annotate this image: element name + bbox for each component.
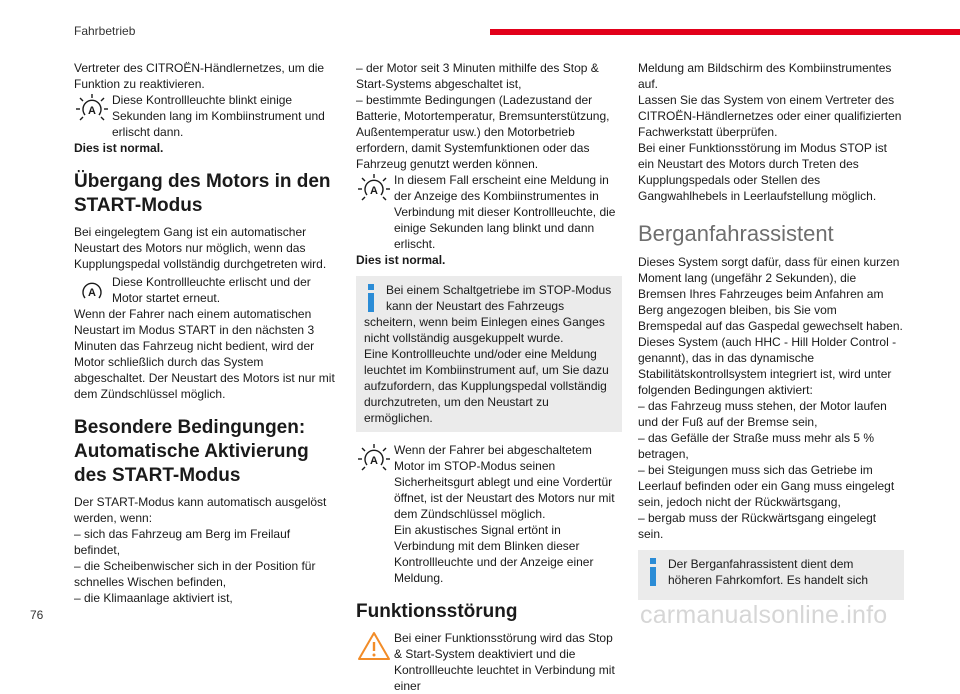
paragraph: Der START-Modus kann automatisch ausgelöst werden, wenn: — [74, 495, 327, 525]
svg-text:A: A — [370, 185, 378, 197]
column-1 — [74, 60, 338, 606]
stop-start-blinking-icon — [356, 442, 392, 474]
paragraph: Wenn der Fahrer nach einem automatischen Neustart im Modus START in den nächsten 3 Minuten das Fahrzeug nicht bedient, wird der Motor schließlich durch das System abgeschaltet. Der Neustart des Motors ist nur mit dem Zündschlüssel möglich. — [74, 307, 335, 401]
warning-light-row — [74, 274, 338, 306]
heading-special-conditions: Besondere Bedingungen: Automatische Aktivierung des START-Modus — [74, 417, 309, 486]
list-item: – sich das Fahrzeug am Berg im Freilauf befindet, — [74, 527, 291, 557]
list-item: – bergab muss der Rückwärtsgang eingelegt sein. — [638, 511, 877, 541]
info-icon — [364, 284, 378, 312]
note-normal: Dies ist normal. — [74, 141, 164, 155]
column-2 — [356, 60, 622, 694]
heading-malfunction: Funktionsstörung — [356, 601, 518, 622]
info-icon — [646, 558, 660, 586]
info-note — [638, 550, 904, 600]
stop-start-blinking-icon — [356, 172, 392, 204]
paragraph: Diese Kontrollleuchte erlischt und der Motor startet erneut. — [112, 275, 311, 305]
warning-light-row — [74, 92, 338, 140]
paragraph: Wenn der Fahrer bei abgeschaltetem Motor im STOP-Modus seinen Sicherheitsgurt ablegt und eine Vordertür öffnet, ist der Neustart des Motors nur mit dem Zündschlüssel möglich. Ein akustisches Signal ertönt in Verbindung mit dem Blinken dieser Kontrollleuchte und der Anzeige einer Meldung. — [394, 443, 615, 585]
info-note — [356, 276, 622, 432]
list-item: – das Gefälle der Straße muss mehr als 5 % betragen, — [638, 431, 875, 461]
paragraph: Diese Kontrollleuchte blinkt einige Sekunden lang im Kombiinstrument und erlischt dann. — [112, 93, 325, 139]
paragraph: Bei einer Funktionsstörung wird das Stop & Start-System deaktiviert und die Kontrollleuchte leuchtet in Verbindung mit einer — [394, 631, 615, 693]
paragraph: Meldung am Bildschirm des Kombiinstrumentes auf. Lassen Sie das System von einem Vertreter des CITROËN-Händlernetzes oder einer qualifizierten Fachwerkstatt überprüfen. Bei einer Funktionsstörung im Modus STOP ist ein Neustart des Motors durch Treten des Kupplungspedals oder Stellen des Gangwahlhebels in Leerlaufstellung möglich. — [638, 61, 902, 203]
note-text: Bei einem Schaltgetriebe im STOP-Modus kann der Neustart des Fahrzeugs scheitern, wenn beim Einlegen eines Ganges nicht vollständig ausgekuppelt wurde. Eine Kontrollleuchte und/oder eine Meldung leuchtet im Kombiinstrument auf, um Sie dazu aufzufordern, das Kupplungspedal vollständig durchzutreten, um den Neustart zu ermöglichen. — [364, 283, 612, 425]
paragraph: Vertreter des CITROËN-Händlernetzes, um die Funktion zu reaktivieren. — [74, 61, 325, 91]
page-number: 76 — [30, 608, 44, 622]
note-text: Der Berganfahrassistent dient dem höheren Fahrkomfort. Es handelt sich — [668, 557, 869, 587]
stop-start-icon — [74, 274, 110, 306]
column-3 — [638, 60, 904, 610]
list-item: – die Scheibenwischer sich in der Position für schnelles Wischen befinden, — [74, 559, 316, 589]
svg-text:A: A — [88, 287, 96, 299]
section-label: Fahrbetrieb — [74, 24, 136, 38]
paragraph: Dieses System sorgt dafür, dass für einen kurzen Moment lang (ungefähr 2 Sekunden), die Bremsen Ihres Fahrzeuges beim Anfahren am Berg angezogen bleiben, bis Sie vom Bremspedal auf das Gaspedal gewechselt haben. Dieses System (auch HHC - Hill Holder Control - genannt), das in das dynamische Stabilitätskontrollsystem integriert ist, wird unter folgenden Bedingungen aktiviert: — [638, 255, 903, 397]
list-item: – das Fahrzeug muss stehen, der Motor laufen und der Fuß auf der Bremse sein, — [638, 399, 887, 429]
warning-light-row — [356, 172, 622, 252]
list-item: – der Motor seit 3 Minuten mithilfe des Stop & Start-Systems abgeschaltet ist, — [356, 61, 599, 91]
heading-hill-start-assist: Berganfahrassistent — [638, 221, 834, 246]
header-accent-bar — [490, 29, 960, 35]
stop-start-blinking-icon — [74, 92, 110, 124]
list-item: – die Klimaanlage aktiviert ist, — [74, 591, 233, 605]
list-item: – bei Steigungen muss sich das Getriebe im Leerlauf befinden oder ein Gang muss eingelegt sein, jedoch nicht der Rückwärtsgang, — [638, 463, 895, 509]
heading-start-mode: Übergang des Motors in den START-Modus — [74, 171, 331, 216]
list-item: – bestimmte Bedingungen (Ladezustand der Batterie, Motortemperatur, Bremsunterstützung, Außentemperatur usw.) den Motorbetrieb erfordern, damit Systemfunktionen oder das Fahrzeug genutzt werden können. — [356, 93, 610, 171]
paragraph: Bei eingelegtem Gang ist ein automatischer Neustart des Motors nur möglich, wenn das Kupplungspedal vollständig durchgetreten wird. — [74, 225, 327, 271]
warning-triangle-icon — [356, 630, 392, 662]
note-normal: Dies ist normal. — [356, 253, 446, 267]
svg-text:A: A — [370, 455, 378, 467]
svg-text:A: A — [88, 105, 96, 117]
watermark: carmanualsonline.info — [640, 601, 888, 629]
warning-light-row — [356, 442, 622, 586]
paragraph: In diesem Fall erscheint eine Meldung in der Anzeige des Kombiinstrumentes in Verbindung mit dieser Kontrollleuchte, die einige Sekunden lang blinkt und dann erlischt. — [394, 173, 616, 251]
